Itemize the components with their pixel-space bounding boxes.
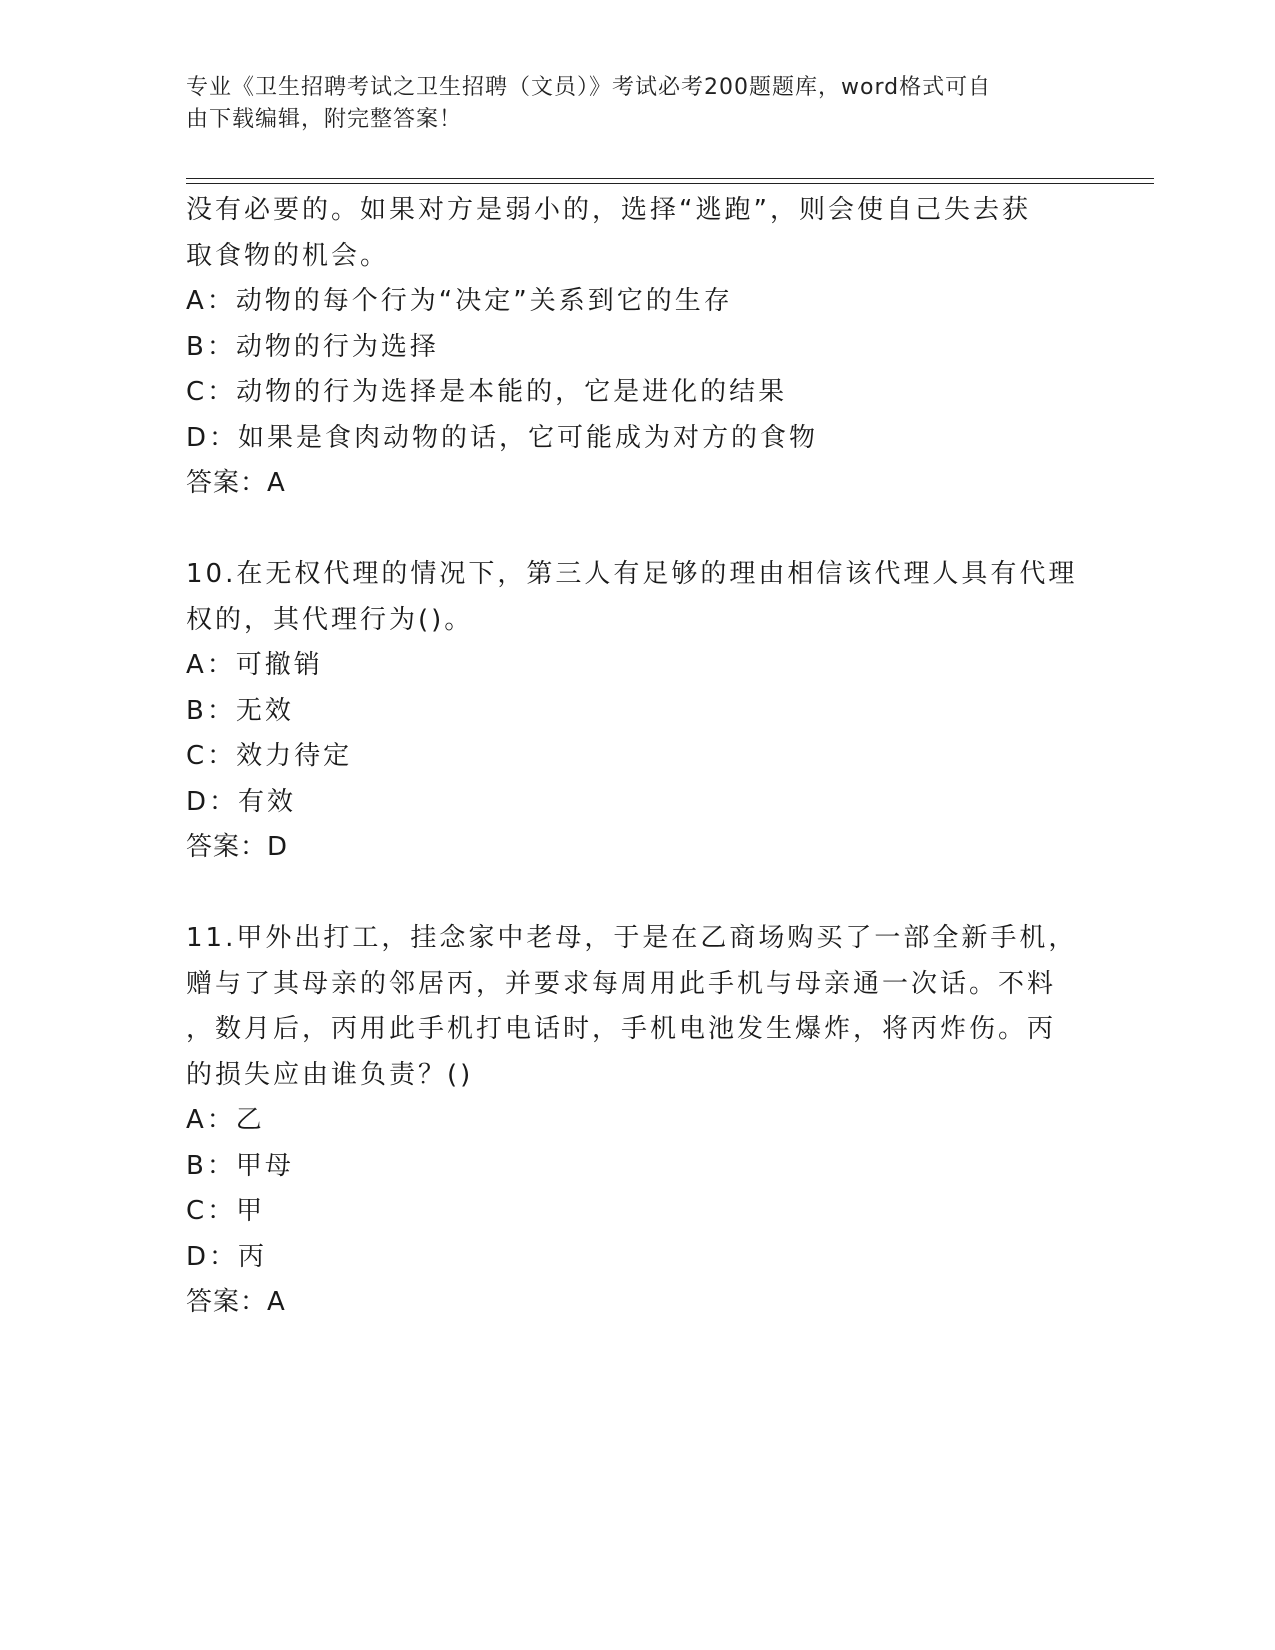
option-d: D：如果是食肉动物的话，它可能成为对方的食物 [186, 422, 819, 453]
question-text-line: ，数月后，丙用此手机打电话时，手机电池发生爆炸，将丙炸伤。丙 [186, 1014, 1057, 1044]
option-b: B：动物的行为选择 [186, 331, 439, 362]
option-a: A：乙 [186, 1105, 265, 1135]
question-text-line: 11.甲外出打工，挂念家中老母，于是在乙商场购买了一部全新手机， [186, 923, 1078, 953]
answer-line: 答案：D [186, 832, 289, 862]
document-header [186, 72, 1066, 136]
question-text-line: 取食物的机会。 [186, 240, 390, 271]
question-11 [186, 916, 1086, 1326]
answer-line: 答案：A [186, 1287, 286, 1317]
question-text-line: 没有必要的。如果对方是弱小的，选择“逃跑”，则会使自己失去获 [186, 195, 1031, 225]
option-d: D：丙 [186, 1241, 268, 1272]
option-c: C：甲 [186, 1196, 266, 1226]
question-text-line: 10.在无权代理的情况下，第三人有足够的理由相信该代理人具有代理 [186, 559, 1078, 589]
question-continuation [186, 188, 1086, 507]
header-line-1: 专业《卫生招聘考试之卫生招聘（文员）》考试必考200题题库，word格式可自 [186, 75, 992, 100]
option-c: C：效力待定 [186, 741, 353, 771]
question-text-line: 的损失应由谁负责？() [186, 1059, 474, 1090]
header-divider-top [186, 178, 1154, 179]
question-10 [186, 552, 1086, 871]
option-b: B：无效 [186, 695, 294, 726]
option-b: B：甲母 [186, 1150, 294, 1181]
spacer [186, 507, 1086, 553]
option-a: A：动物的每个行为“决定”关系到它的生存 [186, 286, 733, 316]
option-a: A：可撤销 [186, 650, 323, 680]
spacer [186, 871, 1086, 917]
question-text-line: 赠与了其母亲的邻居丙，并要求每周用此手机与母亲通一次话。不料 [186, 968, 1057, 999]
answer-line: 答案：A [186, 468, 286, 498]
option-d: D：有效 [186, 786, 297, 817]
header-divider-bottom [186, 183, 1154, 184]
header-line-2: 由下载编辑，附完整答案！ [186, 107, 463, 132]
question-text-line: 权的，其代理行为()。 [186, 604, 474, 635]
question-list [186, 188, 1086, 1326]
option-c: C：动物的行为选择是本能的，它是进化的结果 [186, 377, 788, 407]
